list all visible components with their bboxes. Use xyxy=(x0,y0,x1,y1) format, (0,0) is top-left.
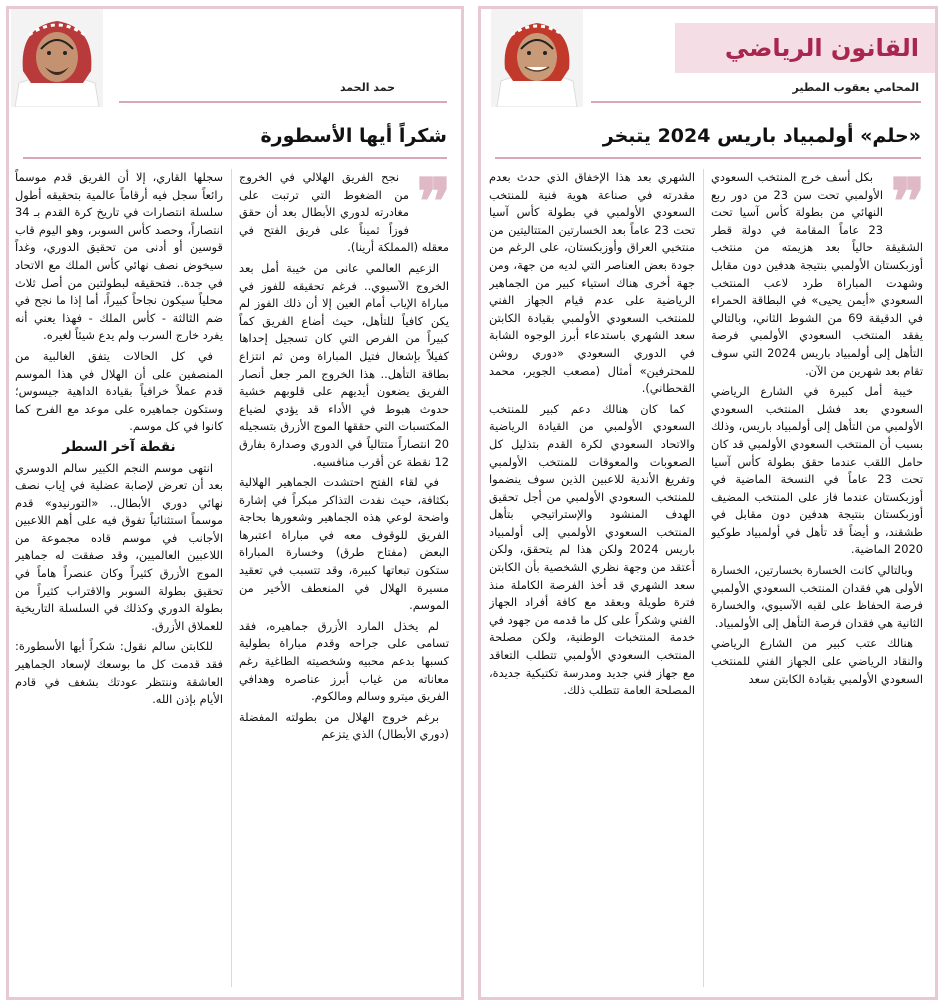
title-divider xyxy=(23,157,447,159)
article-title: شكراً أيها الأسطورة xyxy=(260,125,447,147)
right-article-panel xyxy=(478,6,938,1000)
paragraph: في كل الحالات يتفق الغالبية من المنصفين على أن الهلال في هذا الموسم قدم عملاً خرافياً بقيادة الداهية جيسوس؛ وستكون جماهيره على موعد مع الفرح كما كانوا في كل موسم. xyxy=(15,348,223,434)
article-column-1 xyxy=(239,165,451,989)
paragraph: وبالتالي كانت الخسارة بخسارتين، الخسارة الأولى هي فقدان المنتخب السعودي الأولمبي فرصة الحفاظ على لقبه الآسيوي، والخسارة الثانية هي فقدان فرصة التأهل إلى الأولمبياد. xyxy=(711,563,923,630)
paragraph: كما كان هنالك دعم كبير للمنتخب السعودي الأولمبي من القيادة الرياضية والاتحاد السعودي لكرة القدم بتذليل كل الصعوبات والمعوقات للمنتخب الأولمبي وتفريغ الأندية للاعبين الذين سوف ينضموا للمنتخب السعودي الأولمبي من أجل تحقيق الهدف المنشود والإستراتيجي بتأهل المنتخب السعودي الأولمبي إلى أولمبياد باريس 2024 ولكن هذا لم يتحقق، ولكن أعتقد من وجهة نظري الشخصية بأن الكابتن سعد الشهري قد أخذ الفرصة الكاملة منذ فترة طويلة وبعقد مع كافة أفراد الجهاز الفني وشكراً على كل ما قدمه من جهود في خدمة المنتخبات الوطنية، ولكن مصلحة المنتخب السعودي الأولمبي تتطلب التعاقد مع جهاز فني جديد ومدرسة تكتيكية جديدة، المصلحة العامة تتطلب ذلك. xyxy=(489,401,695,698)
section-title: القانون الرياضي xyxy=(724,34,919,62)
paragraph: برغم خروج الهلال من بطولته المفضلة (دوري الأبطال) الذي يتزعم xyxy=(239,709,449,742)
author-divider xyxy=(119,101,447,103)
paragraph: انتهى موسم النجم الكبير سالم الدوسري بعد أن تعرض لإصابة عضلية في إياب نصف نهائي دوري الأبطال.. «التورنيدو» قدم موسماً استثنائياً تفوق فيه على أهم اللاعبين الأجانب في موسم قاده مجموعة من اللاعبين العالميين، وقد صفقت له جماهير الموج الأزرق كثيراً وكان عنصراً هاماً في تحقيق بطولة السوبر والاقتراب كثيراً من بطولة الدوري وكذلك في السلسلة التاريخية للعملاق الأزرق. xyxy=(15,460,223,633)
man-portrait-icon xyxy=(491,9,583,107)
paragraph: في لقاء الفتح احتشدت الجماهير الهلالية بكثافة، حيث نفدت التذاكر مبكراً في إشارة واضحة لوعي هذه الجماهير وشعورها بحاجة الفريق للوقوف معه في مباراة اعتبرها البعض (مفتاح طرق) وخسارة المباراة ستكون تبعاتها كبيرة، وقد تتسبب في تعقيد مسيرة الهلال في المنعطف الأخير من الموسم. xyxy=(239,475,449,613)
man-portrait-icon xyxy=(11,9,103,107)
section-title-bar xyxy=(675,23,935,73)
subheading: نقطة آخر السطر xyxy=(62,438,176,455)
author-name: حمد الحمد xyxy=(339,81,395,94)
article-title: «حلم» أولمبياد باريس 2024 يتبخر xyxy=(602,125,921,147)
author-divider xyxy=(591,101,921,103)
author-portrait-icon xyxy=(491,9,583,107)
quote-space xyxy=(409,169,449,229)
right-article-header xyxy=(481,9,935,109)
title-divider xyxy=(495,157,921,159)
quote-space xyxy=(883,169,923,229)
left-article-header xyxy=(9,9,461,109)
paragraph: للكابتن سالم نقول: شكراً أيها الأسطورة: فقد قدمت كل ما بوسعك لإسعاد الجماهير العاشقة وننتظر عودتك بشغف في قادم الأيام بإذن الله. xyxy=(15,639,223,707)
column-divider xyxy=(231,169,232,987)
paragraph: خيبة أمل كبيرة في الشارع الرياضي السعودي بعد فشل المنتخب السعودي الأولمبي من التأهل إلى أولمبياد باريس، وذلك بسبب أن المنتخب السعودي الأولمبي قد كان حامل اللقب عندما حقق بطولة كأس آسيا تحت 23 عاماً في النسخة الماضية في أوزبكستان عندما فاز على المنتخب المضيف أوزبكستان بنتيجة هدفين دون مقابل في طشقند، و أيضاً قد تأهل في أولمبياد طوكيو 2020 الماضية. xyxy=(711,384,923,557)
left-article-panel xyxy=(6,6,464,1000)
quote-mark-icon: ❞ xyxy=(416,165,451,240)
paragraph: نجح الفريق الهلالي في الخروج من الضغوط التي ترتبت على مغادرته لدوري الأبطال بعد أن حقق فوزاً ثميناً على فريق الفتح في معقله (المملكة أرينا). xyxy=(239,170,449,255)
column-divider xyxy=(703,169,704,987)
article-column-2 xyxy=(489,169,695,989)
paragraph: سجلها القاري، إلا أن الفريق قدم موسماً رائعاً سجل فيه أرقاماً عالمية بتحقيقه أطول سلسلة انتصارات في تاريخ كرة القدم بـ 34 انتصاراً، وحصد كأس السوبر، وهو اليوم قاب قوسين أو أدنى من تحقيق الدوري، وغداً سيخوض نصف نهائي كأس الملك مع الاتحاد في جدة.. فتحقيقه لبطولتين من أصل ثلاث محلياً سيكون نجاحاً كبيراً، أما إذا ما نجح في ضم الثالثة - كأس الملك - فهذا يعني أنه يفرد خارج السرب ولم يدع شيئاً لغيره. xyxy=(15,170,223,343)
paragraph: الزعيم العالمي عانى من خيبة أمل بعد الخروج الآسيوي.. فرغم تحقيقه للفوز في مباراة الإياب أمام العين إلا أن ذلك الفوز لم يكن كافياً للتأهل، حيث أضاع الفريق كماً كبيراً من الفرص التي كان تسجيل إحداها كفيلاً بإشعال فتيل المباراة ومن ثم انتزاع بطاقة التأهل.. هذا الخروج المر جعل أنصار الفريق يضعون أيديهم على قلوبهم خشية حدوث هبوط في الأداء قد يؤدي لضياع المكتسبات التي حققها الموج الأزرق بتسجيله 20 انتصاراً متتالياً في الدوري وصدارة بفارق 12 نقطة عن أقرب منافسيه. xyxy=(239,260,449,469)
paragraph: لم يخذل المارد الأزرق جماهيره، فقد تسامى على جراحه وقدم مباراة بطولية كسبها بدعم محبيه وشخصيته الطاغية رغم معاناته من غياب أبرز عناصره وهدافي الفريق ميترو وسالم ومالكوم. xyxy=(239,618,449,704)
article-column-2 xyxy=(15,169,223,989)
article-column-1 xyxy=(711,165,925,989)
author-portrait-icon xyxy=(11,9,103,107)
quote-mark-icon: ❞ xyxy=(890,165,925,240)
paragraph: الشهري بعد هذا الإخفاق الذي حدث بعدم مقدرته في صناعة هوية فنية للمنتخب السعودي الأولمبي في بطولة كأس آسيا تحت 23 عاماً بعد الخسارتين المتتاليتين من منتخبي العراق وأوزبكستان، على الرغم من جودة بعض العناصر التي لديه من جهة، ومن جهة أخرى هناك استياء كبير من الجماهير الرياضية على عدم قيام الجهاز الفني للمنتخب السعودي الأولمبي بقيادة الكابتن سعد الشهري باستدعاء أبرز الوجوه الشابة في الدوري السعودي «دوري روشن للمحترفين» أمثال (مصعب الجوير، محمد القحطاني). xyxy=(489,170,695,396)
paragraph: بكل أسف خرج المنتخب السعودي الأولمبي تحت سن 23 من دور ربع النهائي من بطولة كأس آسيا تحت 23 عاماً المقامة في دولة قطر الشقيقة حالياً بعد هزيمته من منتخب أوزبكستان الأولمبي بنتيجة هدفين دون مقابل وشهدت المباراة طرد لاعب المنتخب السعودي «أيمن يحيى» في البطاقة الحمراء في الدقيقة 69 من الشوط الثاني، وبالتالي يفقد المنتخب السعودي الأولمبي فرصة التأهل إلى أولمبياد باريس 2024 التي سوف تقام بعد شهرين من الآن. xyxy=(711,170,923,378)
author-name: المحامي يعقوب المطير xyxy=(792,81,919,94)
paragraph: هنالك عتب كبير من الشارع الرياضي والنقاد الرياضي على الجهاز الفني للمنتخب السعودي الأولمبي بقيادة الكابتن سعد xyxy=(711,636,923,686)
